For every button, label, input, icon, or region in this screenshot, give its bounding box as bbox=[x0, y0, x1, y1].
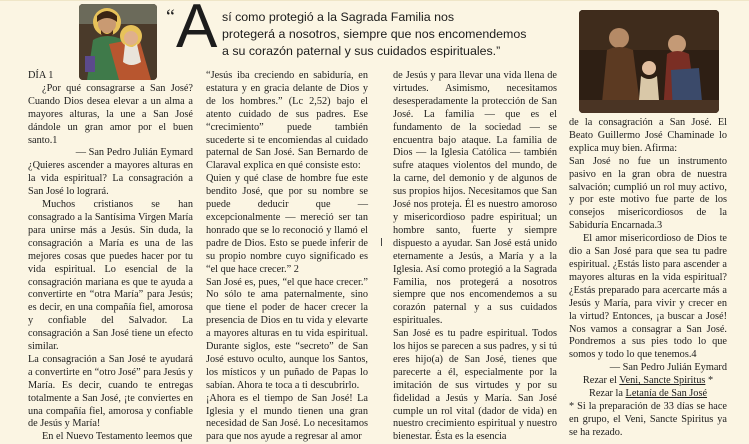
paragraph: de la consagración a San José. El Beato Guillermo José Chaminade lo explica muy bien. Afirma: bbox=[569, 117, 727, 154]
text-column-2 bbox=[206, 70, 368, 444]
prayer-instruction-veni bbox=[569, 375, 727, 388]
quote-line: sí como protegió a la Sagrada Familia nos bbox=[222, 10, 455, 24]
quote-dropcap: A bbox=[176, 0, 218, 61]
attribution: — San Pedro Julián Eymard bbox=[75, 147, 193, 159]
paragraph: ¿Por qué consagrarse a San José? Cuando Dios desea elevar a un alma a mayores alturas, la une a San José dándole un gran amor por el buen santo.1 bbox=[28, 82, 193, 146]
asterisk: * bbox=[705, 375, 714, 387]
paragraph: de Jesús y para llevar una vida llena de virtudes. Asimismo, necesitamos desesperadamente la protección de San José. La familia — que es el fundamento de la sociedad — se encuentra bajo ataque. La familia de Dios — la Iglesia Católica — también sufre ataques violentos del mundo, de la carne, del demonio y de algunos de sus propios hijos. Necesitamos que San José nos proteja. Él es nuestro amoroso y misericordioso padre espiritual; un hombre santo, fuerte y siempre dispuesto a ayudar. San José está unido eternamente a Jesús, a María y a la Iglesia. Así como protegió a la Sagrada Familia, nos protegerá a nosotros siempre que nos encomendemos a su corazón paternal y a sus cuidados espirituales. bbox=[393, 70, 557, 327]
footnote: * Si la preparación de 33 días se hace en grupo, el Veni, Sancte Spiritus ya se ha rezado. bbox=[569, 400, 727, 438]
quote-line: protegerá a nosotros, siempre que nos encomendemos bbox=[222, 27, 527, 41]
column-divider bbox=[381, 238, 382, 246]
litany-link[interactable]: Letanía de San José bbox=[625, 388, 708, 400]
prayer-instruction-litany bbox=[569, 388, 727, 401]
paragraph: ¡Ahora es el tiempo de San José! La Iglesia y el mundo tienen una gran necesidad de San José. Lo necesitamos para que nos ayude a regresar al amor bbox=[206, 392, 368, 443]
featured-quote bbox=[222, 9, 552, 60]
day-heading: DÍA 1 bbox=[28, 70, 54, 81]
paragraph: San José es tu padre espiritual. Todos los hijos se parecen a sus padres, y si tú eres hijo(a) de San José, tienes que parecerte a él, especialmente por la imitación de sus virtudes y por su fidelidad a Jesús y María. San José cumple un rol vital (dador de vida) en nuestro crecimiento espiritual y nuestro bienestar. Ésta es la esencia bbox=[393, 328, 557, 443]
block-quote: Quien y qué clase de hombre fue este bendito José, que por su nombre se puede deducir que — excepcionalmente — mereció ser tan honrado que se lo reconoció y llamó el padre de Dios. Esto se puede inferir de su propio nombre cuyo significado es “el que hace crecer.” 2 bbox=[206, 173, 368, 275]
text-column-4 bbox=[569, 117, 727, 440]
block-quote: San José no fue un instrumento pasivo en la gran obra de nuestra salvación; cumplió un rol muy activo, y por este motivo fue parte de los consejos misericordiosos de la Sabiduría Encarnada.3 bbox=[569, 155, 727, 232]
paragraph: San José es, pues, “el que hace crecer.” No sólo te ama paternalmente, sino que tiene el poder de hacer crecer la presencia de Dios en tu vida y elevarte a mayores alturas en tu vida espiritual. Durante siglos, este “secreto” de San José estuvo oculto, aunque los Santos, los místicos y un puñado de Papas lo sabían. Ahora te toca a ti descubrirlo. bbox=[206, 276, 368, 391]
paragraph: El amor misericordioso de Dios te dio a San José para que sea tu padre espiritual. ¿Estás listo para ascender a mayores alturas en la vida espiritual? ¿Estás preparado para acercarte más a Jesús y María, para vivir y crecer en la virtud? Entonces, ¡a buscar a José! Nos vamos a consagrar a San José. Pondremos a sus pies todo lo que somos y todo lo que tenemos.4 bbox=[569, 233, 727, 361]
prayer-prefix: Rezar la bbox=[588, 388, 626, 400]
text-column-3 bbox=[393, 70, 557, 444]
quote-line: a su corazón paternal y sus cuidados espirituales.” bbox=[222, 44, 501, 58]
holy-family-painting-image bbox=[579, 10, 719, 113]
paragraph: Muchos cristianos se han consagrado a la Santísima Virgen María para unirse más a Jesús. Sin duda, la consagración a María es una de las mejores cosas que puedes hacer por tu vida espiritual. Lo esencial de la consagración mariana es que te ayuda a convertirte en “otra María” para Jesús; es decir, en una compañía fiel, amorosa y confiable del Salvador. La consagración a San José tiene un efecto similar. bbox=[28, 199, 193, 353]
paragraph: ¿Quieres ascender a mayores alturas en la vida espiritual? La consagración a San José lo logrará. bbox=[28, 160, 193, 198]
quote-open-mark: “ bbox=[166, 6, 175, 28]
paragraph: En el Nuevo Testamento leemos que bbox=[42, 431, 193, 443]
paragraph: La consagración a San José te ayudará a convertirte en “otro José” para Jesús y María. Es decir, cuando te entregas totalmente a San José, ¡te conviertes en una compañía fiel, amorosa y confiable de Jesús y María! bbox=[28, 353, 193, 430]
saint-joseph-child-jesus-image bbox=[79, 4, 157, 80]
veni-sancte-spiritus-link[interactable]: Veni, Sancte Spiritus bbox=[619, 375, 706, 387]
text-column-1 bbox=[28, 70, 193, 444]
prayer-prefix: Rezar el bbox=[582, 375, 620, 387]
paragraph: “Jesús iba creciendo en sabiduría, en estatura y en gracia delante de Dios y de los hombres.” (Lc 2,52) bajo el atento cuidado de sus padres. Ese “crecimiento” puede también sucederte si te encomiendas al cuidado paternal de San José. San Bernardo de Claraval explica en qué consiste esto: bbox=[206, 70, 368, 172]
attribution: — San Pedro Julián Eymard bbox=[609, 362, 727, 374]
